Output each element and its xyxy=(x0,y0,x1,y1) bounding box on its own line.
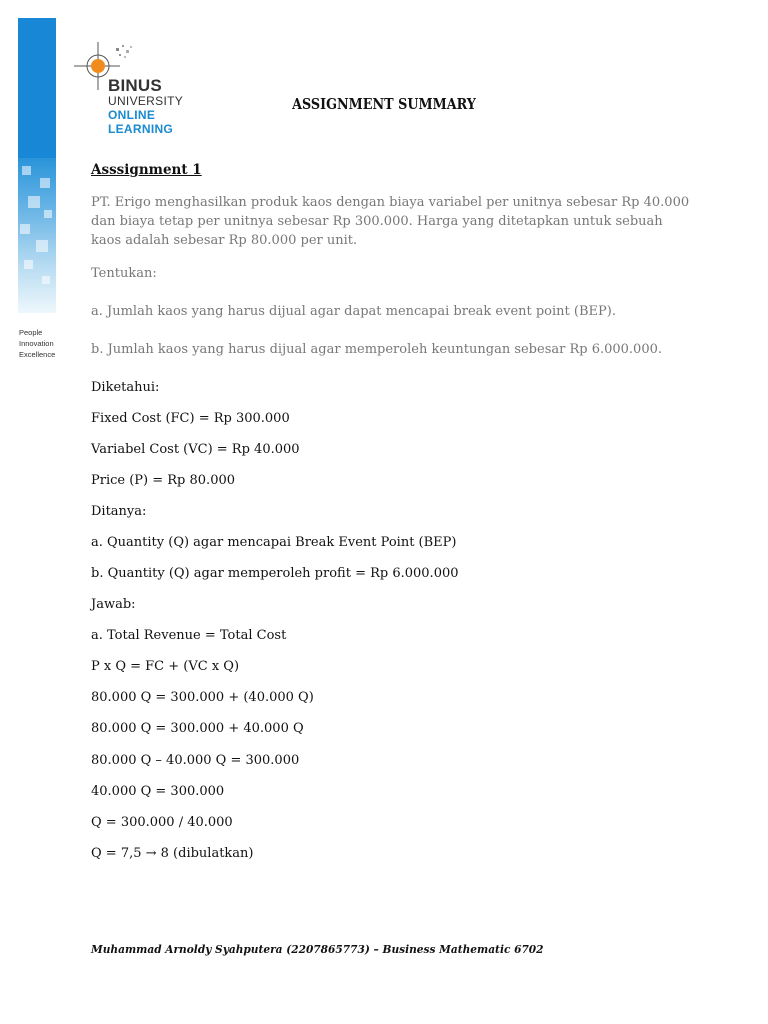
solution-line: Diketahui: xyxy=(91,380,160,395)
document-title: ASSIGNMENT SUMMARY xyxy=(292,96,476,113)
tagline-line: People xyxy=(19,328,43,337)
logo-learning: LEARNING xyxy=(108,122,174,136)
logo-online: ONLINE xyxy=(108,108,156,122)
pixel-square xyxy=(40,178,50,188)
sidebar-pixel-fade xyxy=(18,158,56,313)
document-footer: Muhammad Arnoldy Syahputera (2207865773) – Business Mathematic 6702 xyxy=(91,942,544,956)
solution-line: Q = 7,5 → 8 (dibulatkan) xyxy=(91,846,254,861)
solution-line: Variabel Cost (VC) = Rp 40.000 xyxy=(91,442,300,457)
pixel-square xyxy=(44,210,52,218)
question-b: b. Jumlah kaos yang harus dijual agar memperoleh keuntungan sebesar Rp 6.000.000. xyxy=(91,342,663,357)
sidebar-accent-bar xyxy=(18,18,56,313)
solution-line: Ditanya: xyxy=(91,504,147,519)
solution-line: Jawab: xyxy=(91,597,136,612)
solution-line: Price (P) = Rp 80.000 xyxy=(91,473,236,488)
solution-line: 80.000 Q = 300.000 + (40.000 Q) xyxy=(91,690,314,705)
solution-line: Q = 300.000 / 40.000 xyxy=(91,815,233,830)
pixel-square xyxy=(20,224,30,234)
pixel-square xyxy=(42,276,50,284)
solution-line: 40.000 Q = 300.000 xyxy=(91,784,225,799)
logo-binus: BINUS xyxy=(108,76,162,95)
tagline xyxy=(19,327,55,360)
solution-line: b. Quantity (Q) agar memperoleh profit = Rp 6.000.000 xyxy=(91,566,459,581)
problem-statement: PT. Erigo menghasilkan produk kaos dengan biaya variabel per unitnya sebesar Rp 40.000 dan biaya tetap per unitnya sebesar Rp 300.000. Harga yang ditetapkan untuk sebuah kaos adalah sebesar Rp 80.000 per unit. xyxy=(91,195,690,248)
assignment-subtitle: Asssignment 1 xyxy=(91,162,202,178)
tagline-line: Innovation xyxy=(19,339,54,348)
solution-line: 80.000 Q – 40.000 Q = 300.000 xyxy=(91,753,300,768)
solution-line: Fixed Cost (FC) = Rp 300.000 xyxy=(91,411,290,426)
question-a: a. Jumlah kaos yang harus dijual agar dapat mencapai break event point (BEP). xyxy=(91,304,616,319)
logo-university: UNIVERSITY xyxy=(108,94,184,108)
solution-line: 80.000 Q = 300.000 + 40.000 Q xyxy=(91,721,304,736)
sidebar-solid-band xyxy=(18,18,56,158)
tagline-line: Excellence xyxy=(19,350,56,359)
solution-line: a. Quantity (Q) agar mencapai Break Event Point (BEP) xyxy=(91,535,457,550)
pixel-square xyxy=(36,240,48,252)
pixel-square xyxy=(28,196,40,208)
binus-logo xyxy=(72,38,192,148)
solution-line: P x Q = FC + (VC x Q) xyxy=(91,659,240,674)
pixel-square xyxy=(22,166,31,175)
solution-line: a. Total Revenue = Total Cost xyxy=(91,628,287,643)
pixel-square xyxy=(24,260,33,269)
tentukan-label: Tentukan: xyxy=(91,266,157,281)
